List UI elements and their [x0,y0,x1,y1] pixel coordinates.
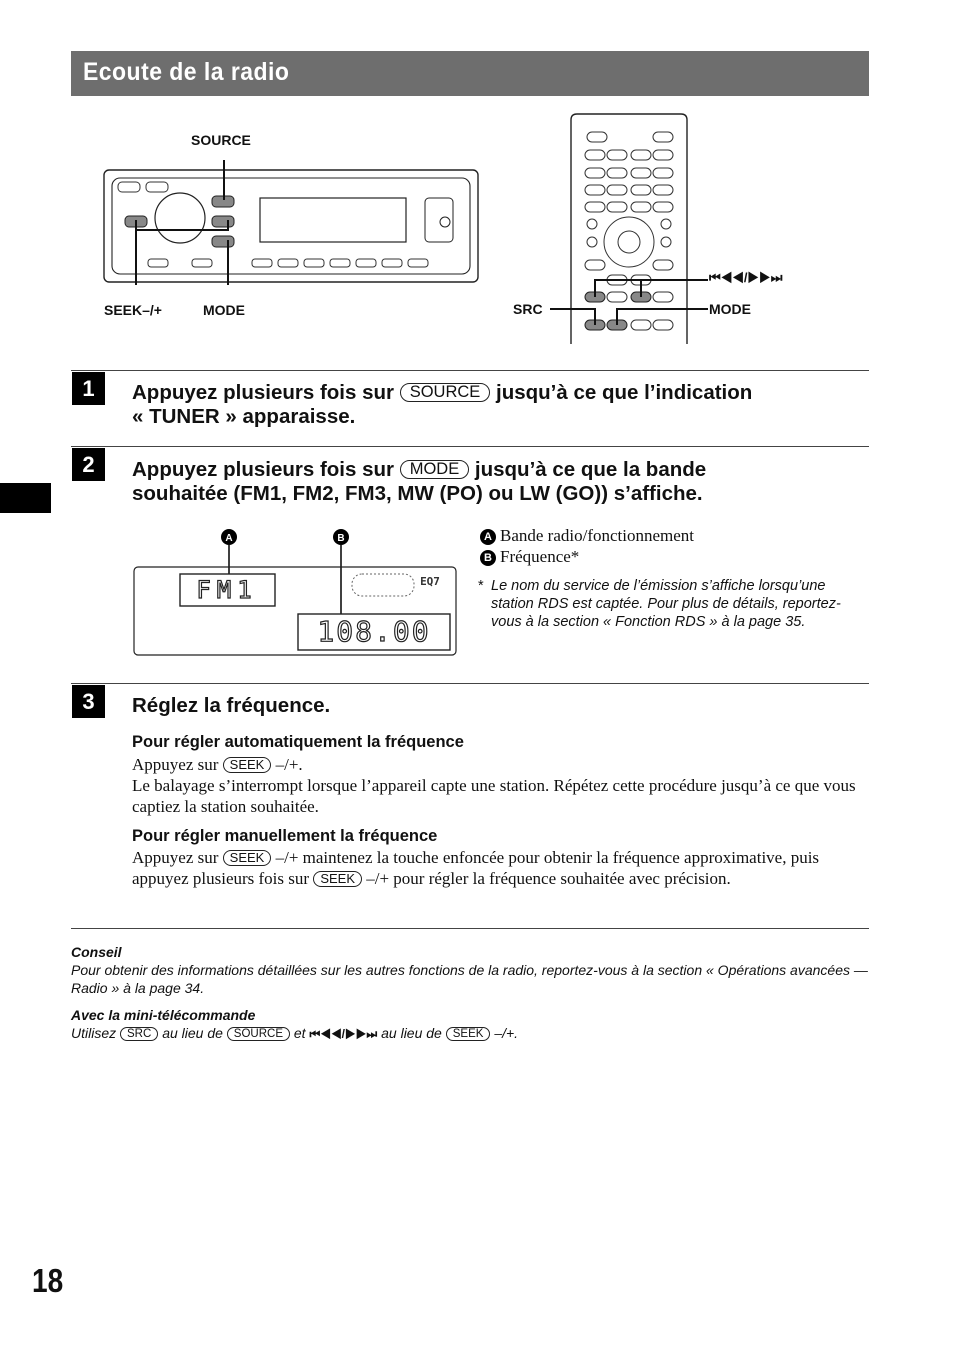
display-illustration [130,526,460,658]
footnote: * Le nom du service de l’émission s’affiche lorsqu’une station RDS est captée. Pour plus de détails, reportez-vous à la section « Fonction RDS » à la page 35. [478,578,841,630]
step-divider [71,683,869,684]
manual-heading: Pour régler manuellement la fréquence [132,827,438,845]
remote-src-label: SRC [513,301,543,317]
manual-body: Appuyez sur SEEK –/+ maintenez la touche enfoncée pour obtenir la fréquence approximative, puis appuyez plusieurs fois sur SEEK –/+ pour régler la fréquence souhaitée avec précision. [132,848,820,888]
page-number: 18 [32,1262,64,1299]
step-divider [71,446,869,447]
mode-label: MODE [203,302,245,318]
remote-skip-label: ⏮◀◀/▶▶⏭ [709,270,783,285]
marker-b: B [337,533,345,544]
step-3-title: Réglez la fréquence. [132,694,331,717]
source-label: SOURCE [191,132,251,148]
seek-key: SEEK [223,757,272,773]
remote-illustration [545,112,845,344]
step-number: 2 [72,448,105,481]
display-legend [480,525,694,567]
display-logo: EQ7 [420,575,440,588]
seek-label: SEEK–/+ [104,302,162,318]
side-tab-marker [0,483,51,513]
seek-key: SEEK [313,871,362,887]
src-key: SRC [120,1027,158,1041]
step-number: 3 [72,685,105,718]
seek-key: SEEK [223,850,272,866]
source-key: SOURCE [400,383,491,402]
head-unit-illustration [100,160,490,285]
legend-item-a: A Bande radio/fonctionnement [480,525,694,546]
seek-key: SEEK [446,1027,491,1041]
mini-title: Avec la mini-télécommande [71,1007,256,1023]
mode-key: MODE [400,460,470,479]
tip-title: Conseil [71,944,122,960]
marker-b: B [480,550,496,566]
mini-text: Utilisez SRC au lieu de SOURCE et ⏮◀◀/▶▶⏭ au lieu de SEEK –/+. [71,1025,519,1041]
marker-a: A [480,529,496,545]
step-2-instruction: Appuyez plusieurs fois sur MODE jusqu’à ce que la bande souhaitée (FM1, FM2, FM3, MW (PO) ou LW (GO)) s’affiche. [132,458,707,505]
mini-remote-block [71,1006,871,1043]
section-banner [71,51,869,96]
legend-item-b: B Fréquence* [480,546,694,567]
section-divider [71,928,869,929]
source-key: SOURCE [227,1027,290,1041]
footnote-star: * [478,578,484,594]
skip-symbols: ⏮◀◀/▶▶⏭ [309,1027,378,1041]
step-number: 1 [72,372,105,405]
step-divider [71,370,869,371]
section-title: Ecoute de la radio [83,58,290,86]
step-1-instruction: Appuyez plusieurs fois sur SOURCE jusqu’à ce que l’indication « TUNER » apparaisse. [132,381,753,428]
tip-text: Pour obtenir des informations détaillées sur les autres fonctions de la radio, reportez-vous à la section « Opérations avancées — Radio » à la page 34. [71,962,868,996]
band-readout: FM1 [196,576,258,604]
remote-mode-label: MODE [709,301,751,317]
frequency-readout: 108.00 [317,615,431,648]
marker-a: A [225,533,233,544]
auto-heading: Pour régler automatiquement la fréquence [132,733,464,751]
auto-body: Appuyez sur SEEK –/+. Le balayage s’interrompt lorsque l’appareil capte une station. Répétez cette procédure jusqu’à ce que vous captiez la station souhaitée. [132,755,856,816]
tip-block [71,943,871,997]
